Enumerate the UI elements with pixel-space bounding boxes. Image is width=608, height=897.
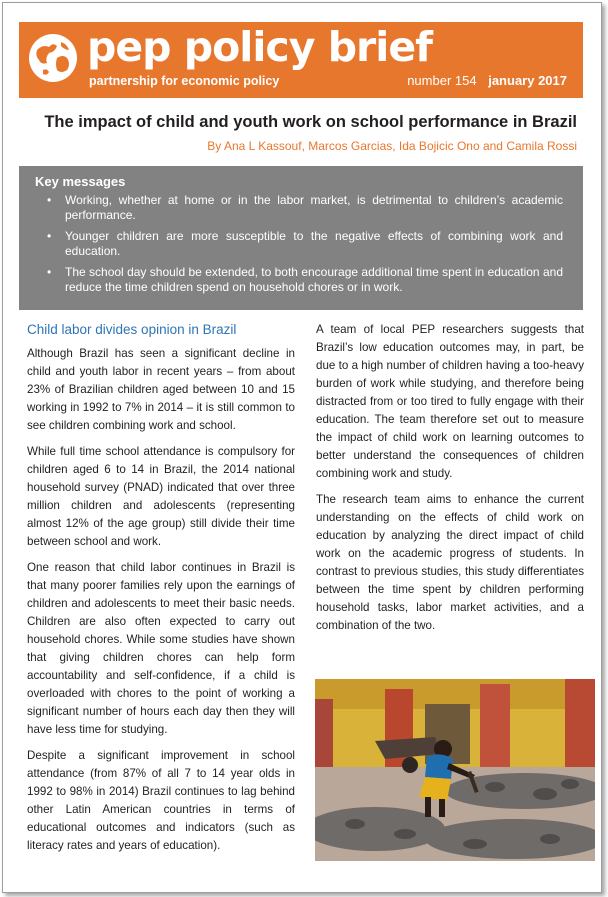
right-column — [316, 321, 584, 643]
globe-icon — [27, 32, 79, 84]
page-title: The impact of child and youth work on school performance in Brazil — [44, 113, 577, 131]
brand-subtitle: partnership for economic policy — [89, 74, 280, 88]
issue-date: january 2017 — [488, 73, 567, 88]
bullet-icon: • — [47, 193, 52, 207]
left-column — [27, 321, 295, 863]
issue-info — [407, 73, 567, 88]
brand-title: pep policy brief — [87, 23, 432, 71]
body-paragraph: Despite a significant improvement in school attendance (from 87% of all 7 to 14 year olds in 1992 to 98% in 2014) Brazil continues to lag behind other Latin American countries in terms of educational outcomes and indicators (such as literacy rates and years of education). — [27, 749, 295, 852]
key-message-text: Working, whether at home or in the labor market, is detrimental to children’s academic performance. — [65, 193, 563, 222]
key-message-item — [47, 229, 567, 259]
body-paragraph: Although Brazil has seen a significant decline in child and youth labor in recent years – from about 23% of Brazilian children aged between 10 and 15 working in 1992 to 7% in 2014 – it is still common to see children combining work and school. — [27, 347, 295, 432]
key-message-text: The school day should be extended, to both encourage additional time spent in education and reduce the time children spend on household chores or in work. — [65, 265, 563, 294]
key-messages-list — [35, 193, 567, 295]
child-breaking-stones-photo — [315, 679, 595, 861]
authors-line: By Ana L Kassouf, Marcos Garcias, Ida Bojicic Ono and Camila Rossi — [207, 139, 577, 153]
key-message-text: Younger children are more susceptible to the negative effects of combining work and education. — [65, 229, 563, 258]
body-paragraph: While full time school attendance is compulsory for children aged 6 to 14 in Brazil, the 2014 national household survey (PNAD) indicated that over three million children and adolescents (representing almost 12% of the age group) still divide their time between school and work. — [27, 445, 295, 548]
issue-number: number 154 — [407, 73, 477, 88]
policy-brief-page — [2, 2, 602, 893]
body-paragraph: A team of local PEP researchers suggests that Brazil’s low education outcomes may, in part, be due to a high number of children having a too-heavy burden of work while studying, and therefore being distracted from or too tired to fully engage with their education. The team therefore set out to measure the impact of child work on learning outcomes to better understand the consequences of children combining work and study. — [316, 323, 584, 480]
section-heading: Child labor divides opinion in Brazil — [27, 322, 237, 337]
header-banner — [19, 22, 583, 98]
key-messages-heading: Key messages — [35, 174, 126, 189]
body-paragraph: One reason that child labor continues in Brazil is that many poorer families rely upon the earnings of children and adolescents to meet their basic needs. Children are also often expected to carry out household chores. While some studies have shown that giving children chores can help form accountability and self-confidence, if a child is overloaded with chores to the point of working a significant number of hours each day then they will have less time for studying. — [27, 561, 295, 736]
body-paragraph: The research team aims to enhance the current understanding on the effects of child work on education by analyzing the direct impact of child work on the academic progress of students. In contrast to previous studies, this study differentiates between the time spent by children performing household tasks, labor market activities, and a combination of the two. — [316, 493, 584, 632]
key-messages-box — [19, 166, 583, 310]
key-message-item — [47, 193, 567, 223]
bullet-icon: • — [47, 265, 52, 279]
key-message-item — [47, 265, 567, 295]
bullet-icon: • — [47, 229, 52, 243]
